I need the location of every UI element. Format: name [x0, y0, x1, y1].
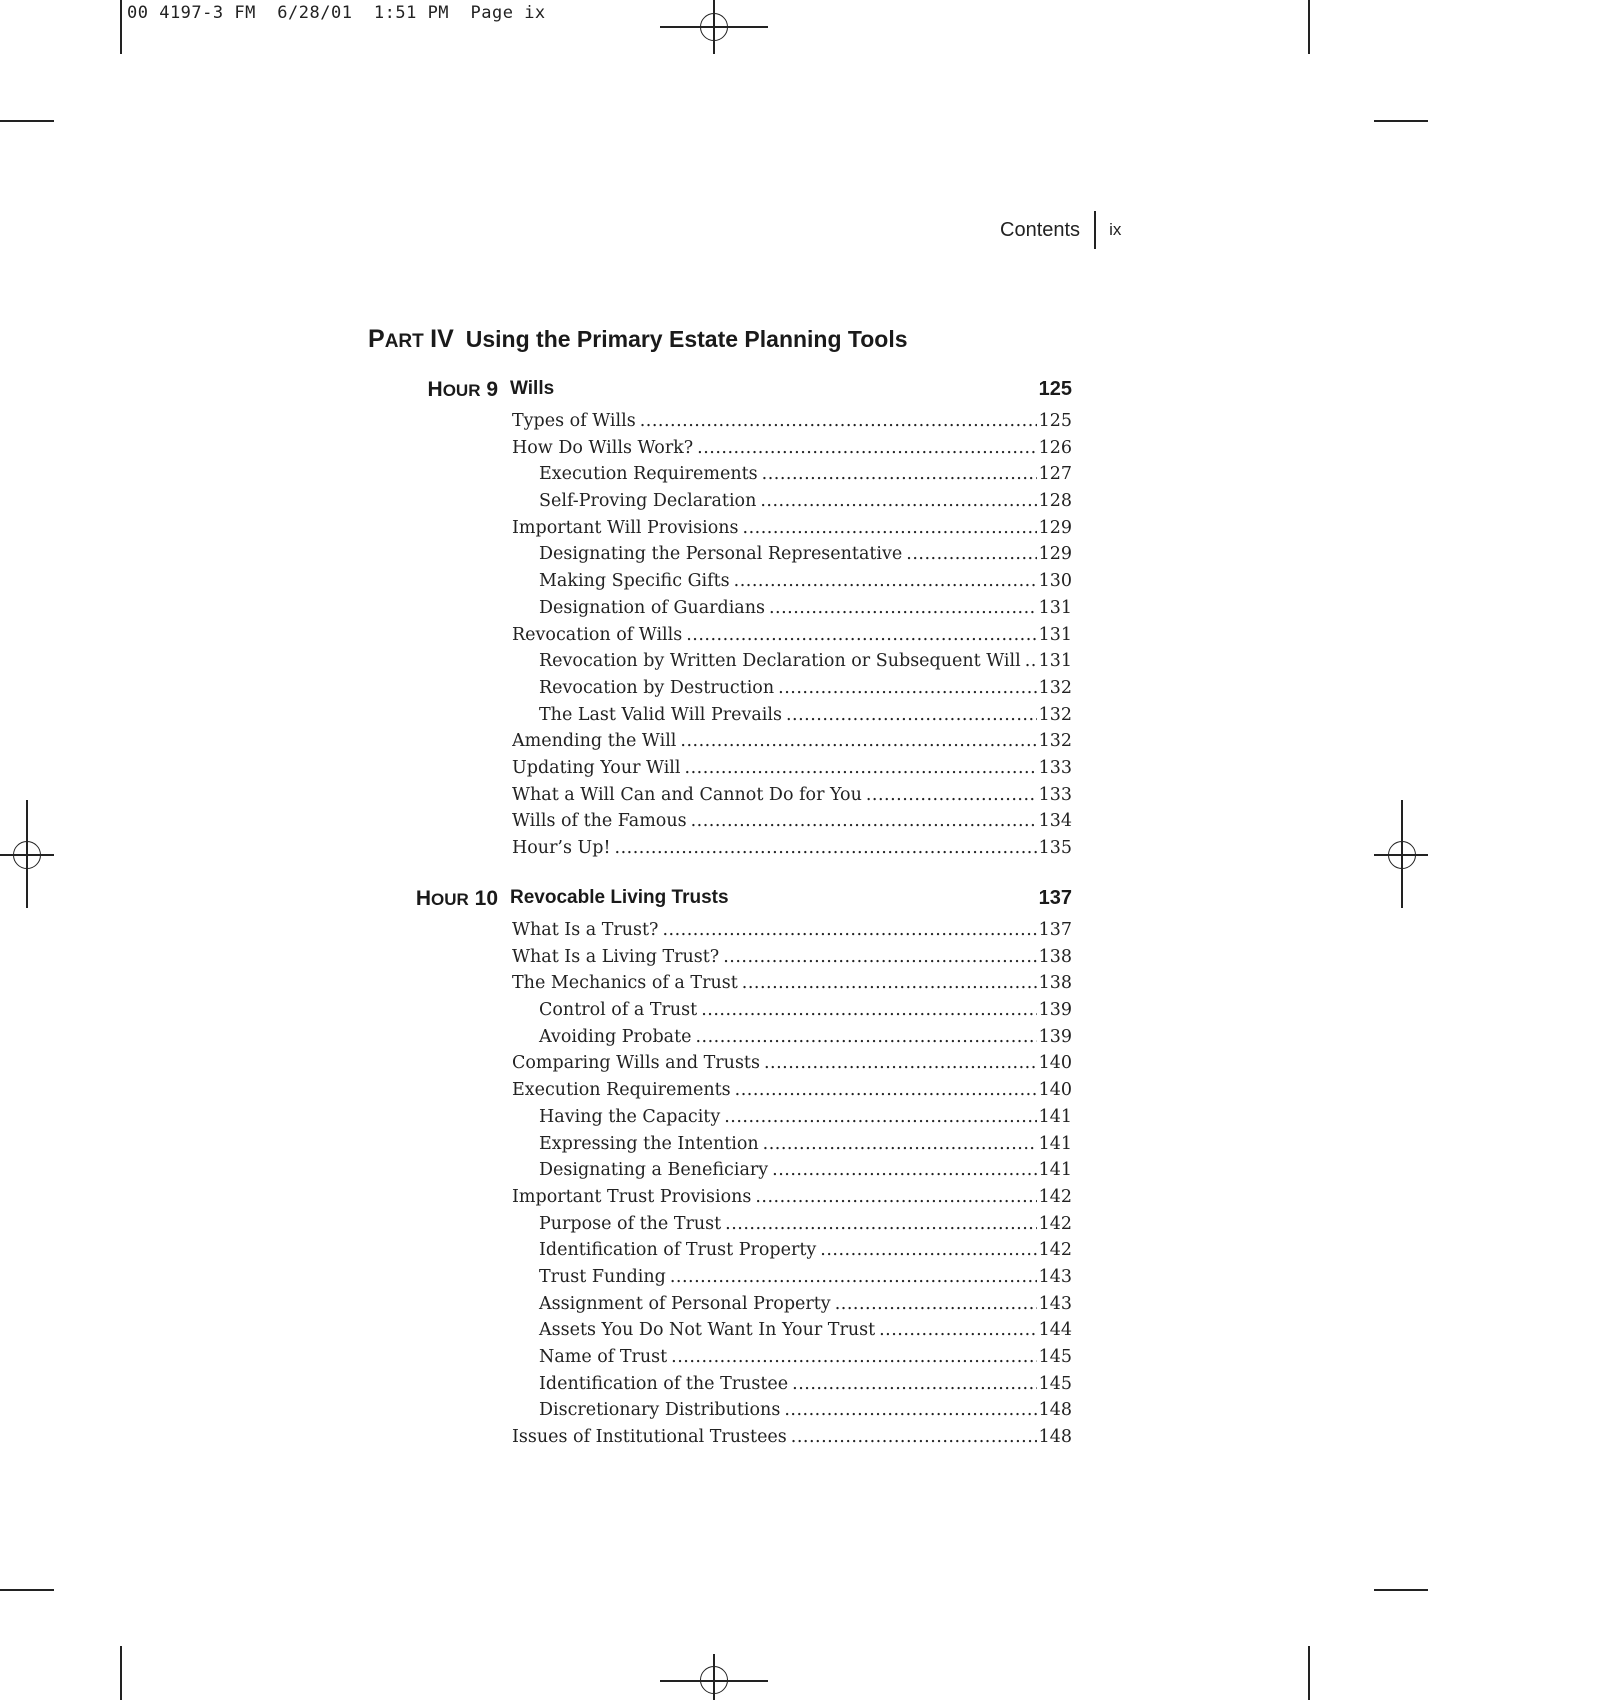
- toc-entry-title: Having the Capacity: [539, 1106, 721, 1127]
- hour-label: HOUR 10: [415, 887, 498, 910]
- toc-entry-page: 133: [1038, 757, 1072, 778]
- part-label-initial: P: [368, 325, 385, 353]
- toc-entry-page: 129: [1038, 544, 1072, 565]
- toc-entry-page: 138: [1038, 973, 1072, 994]
- toc-entry-page: 140: [1038, 1080, 1072, 1101]
- toc-entry-title: Wills of the Famous: [512, 811, 687, 832]
- toc-entry-page: 137: [1038, 920, 1072, 940]
- toc-entry-title: Trust Funding: [539, 1266, 666, 1287]
- toc-entry: [512, 411, 1072, 438]
- trim-mark-right-lower: [1374, 1589, 1428, 1591]
- toc-entry: [512, 1400, 1072, 1427]
- toc-entry-page: 126: [1038, 437, 1072, 458]
- dot-leader: [835, 1294, 1037, 1314]
- dot-leader: [662, 920, 1036, 940]
- dot-leader: [755, 1187, 1036, 1207]
- toc-entry-title: How Do Wills Work?: [512, 437, 694, 458]
- toc-entry-title: Assignment of Personal Property: [539, 1293, 831, 1314]
- toc-entry: [512, 651, 1072, 678]
- toc-entry-title: Revocation by Destruction: [539, 677, 775, 698]
- dot-leader: [820, 1240, 1036, 1260]
- dot-leader: [742, 973, 1037, 993]
- part-title: Using the Primary Estate Planning Tools: [465, 326, 908, 352]
- toc-entry-page: 132: [1038, 731, 1072, 752]
- toc-entry: [512, 1187, 1072, 1214]
- toc-entry: [512, 1134, 1072, 1161]
- dot-leader: [866, 785, 1037, 805]
- part-heading: [368, 325, 908, 354]
- toc-entry: [512, 1080, 1072, 1107]
- toc-entry-page: 145: [1038, 1373, 1072, 1394]
- toc-entry: [512, 838, 1072, 865]
- dot-leader: [791, 1427, 1037, 1447]
- toc-entry-page: 139: [1038, 1026, 1072, 1047]
- toc-entry-page: 131: [1038, 651, 1072, 672]
- toc-entry-page: 131: [1038, 624, 1072, 645]
- dot-leader: [769, 598, 1037, 618]
- toc-entry: [512, 464, 1072, 491]
- toc-entry-title: What a Will Can and Cannot Do for You: [512, 784, 862, 805]
- toc-entry-page: 140: [1038, 1053, 1072, 1074]
- dot-leader: [670, 1267, 1037, 1287]
- hour-page: 137: [1038, 887, 1072, 909]
- toc-entry: [512, 1107, 1072, 1134]
- dot-leader: [763, 1134, 1037, 1154]
- toc-entry-page: 139: [1038, 1000, 1072, 1021]
- trim-mark-top-right: [1308, 0, 1310, 54]
- toc-entry-page: 142: [1038, 1213, 1072, 1234]
- toc-entry: [512, 1214, 1072, 1241]
- toc-entry: [512, 1027, 1072, 1054]
- dot-leader: [701, 1000, 1036, 1020]
- dot-leader: [778, 678, 1036, 698]
- dot-leader: [697, 438, 1036, 458]
- toc-entry: [512, 1374, 1072, 1401]
- dot-leader: [772, 1160, 1036, 1180]
- toc-entry-title: Designation of Guardians: [539, 597, 765, 618]
- toc-entry-page: 143: [1038, 1266, 1072, 1287]
- toc-entry-page: 133: [1038, 784, 1072, 805]
- toc-list: [512, 411, 1072, 865]
- trim-mark-right-upper: [1374, 120, 1428, 122]
- toc-entry-title: Revocation by Written Declaration or Subsequent Will: [539, 651, 1021, 672]
- toc-entry-title: What Is a Trust?: [512, 920, 659, 940]
- dot-leader: [723, 947, 1036, 967]
- dot-leader: [686, 625, 1036, 645]
- dot-leader: [764, 1053, 1037, 1073]
- dot-leader: [724, 1107, 1036, 1127]
- toc-entry-title: Identification of the Trustee: [539, 1373, 789, 1394]
- dot-leader: [685, 758, 1037, 778]
- toc-entry-page: 148: [1038, 1400, 1072, 1421]
- toc-entry-title: Execution Requirements: [539, 464, 758, 485]
- hour-title: Revocable Living Trusts: [510, 887, 729, 908]
- toc-entry: [512, 1240, 1072, 1267]
- toc-entry-page: 132: [1038, 677, 1072, 698]
- trim-mark-top-left: [120, 0, 122, 54]
- toc-entry: [512, 947, 1072, 974]
- toc-entry: [512, 731, 1072, 758]
- toc-entry-title: The Mechanics of a Trust: [512, 973, 738, 994]
- toc-entry-page: 127: [1038, 464, 1072, 485]
- toc-entry: [512, 491, 1072, 518]
- toc-entry: [512, 678, 1072, 705]
- toc-entry-title: Discretionary Distributions: [539, 1400, 781, 1421]
- toc-entry-title: Amending the Will: [512, 731, 677, 752]
- toc-entry-page: 134: [1038, 811, 1072, 832]
- toc-entry-title: Designating the Personal Representative: [539, 544, 903, 565]
- print-slug: 00 4197-3 FM 6/28/01 1:51 PM Page ix: [127, 3, 546, 23]
- toc-entry: [512, 1427, 1072, 1454]
- toc-entry: [512, 1053, 1072, 1080]
- running-head: [1000, 210, 1121, 250]
- toc-entry: [512, 1320, 1072, 1347]
- dot-leader: [760, 491, 1036, 511]
- dot-leader: [691, 811, 1037, 831]
- toc-entry-page: 142: [1038, 1240, 1072, 1261]
- toc-entry: [512, 518, 1072, 545]
- toc-entry: [512, 1160, 1072, 1187]
- toc-entry-page: 131: [1038, 597, 1072, 618]
- toc-entry-page: 145: [1038, 1347, 1072, 1367]
- toc-entry-title: Issues of Institutional Trustees: [512, 1427, 787, 1448]
- dot-leader: [762, 464, 1037, 484]
- toc-entry-page: 125: [1038, 411, 1072, 431]
- toc-entry-title: Purpose of the Trust: [539, 1213, 722, 1234]
- toc-entry-title: Expressing the Intention: [539, 1133, 759, 1154]
- dot-leader: [879, 1320, 1036, 1340]
- toc-entry-title: Types of Wills: [512, 411, 636, 431]
- toc-entry-title: Designating a Beneficiary: [539, 1160, 769, 1181]
- toc-entry-title: Revocation of Wills: [512, 624, 683, 645]
- toc-entry-title: Control of a Trust: [539, 1000, 698, 1021]
- toc-entry: [512, 973, 1072, 1000]
- toc-entry-page: 132: [1038, 704, 1072, 725]
- toc-entry-page: 143: [1038, 1293, 1072, 1314]
- dot-leader: [784, 1400, 1036, 1420]
- dot-leader: [680, 731, 1036, 751]
- toc-entry-page: 141: [1038, 1160, 1072, 1181]
- dot-leader: [1025, 651, 1037, 671]
- toc-entry-page: 148: [1038, 1427, 1072, 1448]
- toc-entry-title: Execution Requirements: [512, 1080, 731, 1101]
- hour-page: 125: [1038, 378, 1072, 400]
- toc-entry: [512, 1000, 1072, 1027]
- trim-mark-left-lower: [0, 1589, 54, 1591]
- hour-number: 9: [486, 378, 498, 401]
- toc-entry: [512, 1267, 1072, 1294]
- toc-entry: [512, 705, 1072, 732]
- toc-entry-title: What Is a Living Trust?: [512, 946, 720, 967]
- part-label-rest: ART: [384, 331, 424, 352]
- hour-label: HOUR 9: [427, 378, 498, 401]
- toc-entry-title: Name of Trust: [539, 1347, 668, 1367]
- toc-entry-title: Updating Your Will: [512, 757, 681, 778]
- toc-entry-title: Important Will Provisions: [512, 517, 739, 538]
- toc-entry-page: 144: [1038, 1320, 1072, 1341]
- running-head-divider: [1094, 211, 1096, 249]
- toc-entry: [512, 811, 1072, 838]
- toc-entry-page: 141: [1038, 1106, 1072, 1127]
- dot-leader: [792, 1374, 1036, 1394]
- toc-entry-page: 130: [1038, 571, 1072, 592]
- toc-list: [512, 920, 1072, 1454]
- toc-entry: [512, 544, 1072, 571]
- toc-entry-page: 138: [1038, 946, 1072, 967]
- toc-entry-title: Identification of Trust Property: [539, 1240, 817, 1261]
- toc-entry: [512, 598, 1072, 625]
- toc-entry-page: 142: [1038, 1186, 1072, 1207]
- toc-entry-title: Comparing Wills and Trusts: [512, 1053, 760, 1074]
- toc-entry: [512, 785, 1072, 812]
- toc-entry-title: Assets You Do Not Want In Your Trust: [539, 1320, 876, 1341]
- dot-leader: [735, 1080, 1037, 1100]
- dot-leader: [725, 1214, 1036, 1234]
- trim-mark-bottom-right: [1308, 1646, 1310, 1700]
- toc-entry: [512, 758, 1072, 785]
- trim-mark-left-upper: [0, 120, 54, 122]
- dot-leader: [906, 544, 1036, 564]
- page-number: ix: [1109, 220, 1122, 239]
- hour-title: Wills: [510, 378, 555, 399]
- toc-entry-page: 129: [1038, 517, 1072, 538]
- part-number: IV: [430, 325, 454, 353]
- hour-number: 10: [474, 887, 498, 910]
- toc-entry-page: 135: [1038, 838, 1072, 858]
- toc-entry: [512, 1294, 1072, 1321]
- dot-leader: [786, 705, 1037, 725]
- toc-entry: [512, 438, 1072, 465]
- trim-mark-bottom-left: [120, 1646, 122, 1700]
- toc-entry-title: Making Specific Gifts: [539, 571, 730, 592]
- dot-leader: [734, 571, 1037, 591]
- toc-entry: [512, 1347, 1072, 1374]
- toc-entry: [512, 920, 1072, 947]
- toc-entry-title: Self-Proving Declaration: [539, 491, 757, 512]
- toc-entry-title: The Last Valid Will Prevails: [539, 704, 782, 725]
- toc-entry-page: 128: [1038, 491, 1072, 512]
- toc-entry: [512, 571, 1072, 598]
- toc-entry-title: Hour’s Up!: [512, 838, 611, 858]
- dot-leader: [743, 518, 1037, 538]
- toc-entry: [512, 625, 1072, 652]
- dot-leader: [640, 411, 1037, 431]
- dot-leader: [615, 838, 1037, 858]
- toc-entry-title: Important Trust Provisions: [512, 1186, 752, 1207]
- toc-entry-title: Avoiding Probate: [539, 1026, 692, 1047]
- running-head-title: Contents: [1000, 218, 1081, 241]
- dot-leader: [695, 1027, 1036, 1047]
- dot-leader: [671, 1347, 1036, 1367]
- toc-entry-page: 141: [1038, 1133, 1072, 1154]
